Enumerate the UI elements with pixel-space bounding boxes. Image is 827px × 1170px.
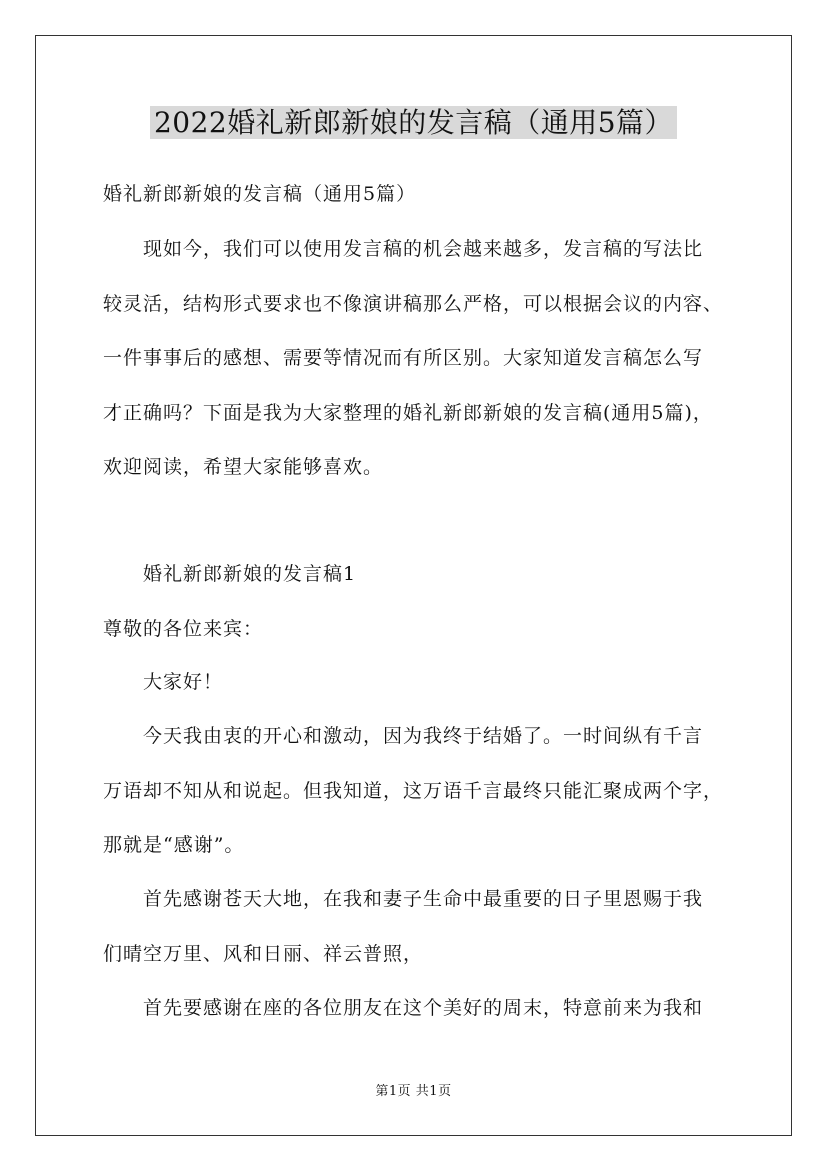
body-line: 今天我由衷的开心和激动，因为我终于结婚了。一时间纵有千言 [143, 725, 704, 747]
body-line: 们晴空万里、风和日丽、祥云普照， [103, 943, 424, 965]
page-footer: 第1页 共1页 [375, 1084, 452, 1099]
document-title [0, 103, 827, 143]
document-subtitle: 婚礼新郎新娘的发言稿（通用5篇） [103, 183, 417, 205]
body-line: 首先要感谢在座的各位朋友在这个美好的周末，特意前来为我和 [143, 997, 704, 1019]
salutation: 尊敬的各位来宾： [103, 618, 264, 640]
body-line: 首先感谢苍天大地，在我和妻子生命中最重要的日子里恩赐于我 [143, 888, 704, 910]
section-heading: 婚礼新郎新娘的发言稿1 [143, 563, 357, 585]
document-title-text: 2022婚礼新郎新娘的发言稿（通用5篇） [150, 106, 677, 139]
intro-line: 一件事事后的感想、需要等情况而有所区别。大家知道发言稿怎么写 [103, 347, 704, 369]
intro-line: 欢迎阅读，希望大家能够喜欢。 [103, 456, 384, 478]
body-line: 那就是“感谢”。 [103, 834, 245, 856]
greeting: 大家好！ [143, 671, 224, 693]
intro-line: 较灵活，结构形式要求也不像演讲稿那么严格，可以根据会议的内容、 [103, 293, 724, 315]
body-line: 万语却不知从和说起。但我知道，这万语千言最终只能汇聚成两个字， [103, 780, 724, 802]
intro-line: 现如今，我们可以使用发言稿的机会越来越多，发言稿的写法比 [143, 238, 704, 260]
intro-line: 才正确吗？下面是我为大家整理的婚礼新郎新娘的发言稿(通用5篇)， [103, 402, 713, 424]
